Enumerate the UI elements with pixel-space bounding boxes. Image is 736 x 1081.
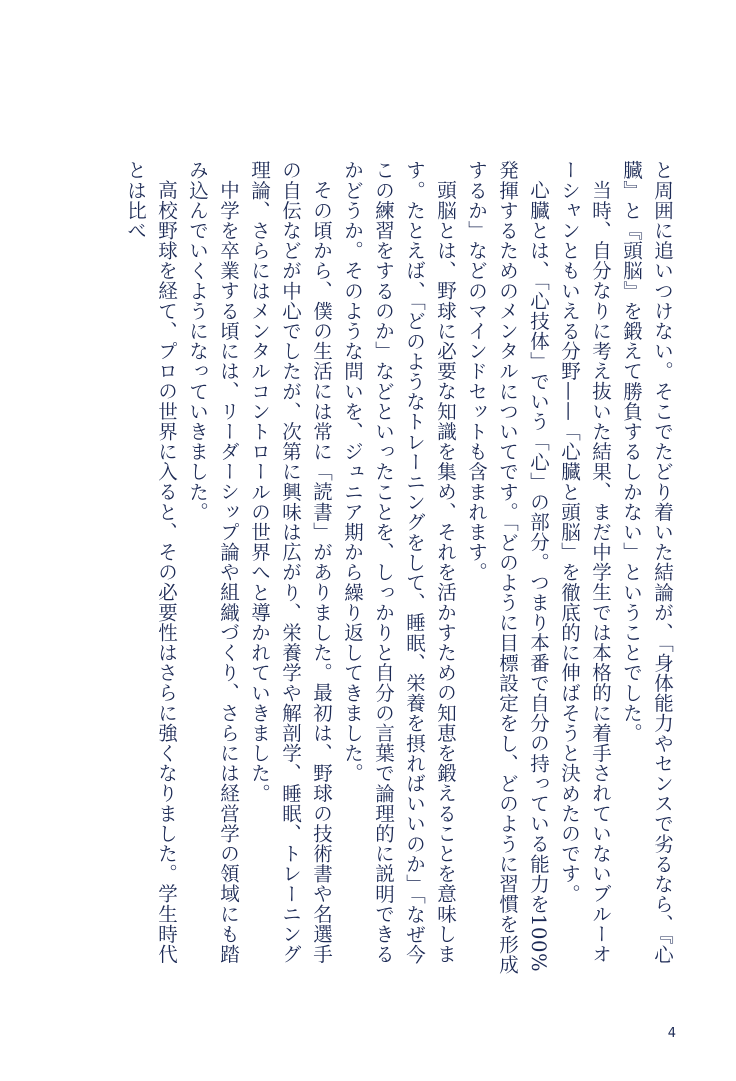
paragraph-7: 高校野球を経て、プロの世界に入ると、その必要性はさらに強くなりました。学生時代とは比べ bbox=[124, 160, 178, 964]
page-number: 4 bbox=[667, 1026, 676, 1041]
paragraph-3: 心臓とは、「心技体」でいう「心」の部分。つまり本番で自分の持っている能力を100%発揮するためのメンタルについてです。「どのように目標設定をし、どのように習慣を形成するか」などのマインドセットも含まれます。 bbox=[465, 160, 550, 975]
vertical-body-text bbox=[58, 160, 678, 980]
paragraph-5: その頃から、僕の生活には常に「読書」がありました。最初は、野球の技術書や名選手の自伝などが中心でしたが、次第に興味は広がり、栄養学や解剖学、睡眠、トレーニング理論、さらにはメンタルコントロールの世界へと導かれていきました。 bbox=[248, 160, 333, 964]
paragraph-4: 頭脳とは、野球に必要な知識を集め、それを活かすための知恵を鍛えることを意味します。たとえば、「どのようなトレーニングをして、睡眠、栄養を摂ればいいのか」「なぜ今この練習をするのか」などといったことを、しっかりと自分の言葉で論理的に説明できるかどうか。そのような問いを、ジュニア期から繰り返してきました。 bbox=[341, 160, 457, 965]
paragraph-2: 当時、自分なりに考え抜いた結果、まだ中学生では本格的に着手されていないブルーオーシャンともいえる分野——「心臓と頭脳」を徹底的に伸ばそうと決めたのです。 bbox=[558, 160, 612, 964]
paragraph-1: と周囲に追いつけない。そこでたどり着いた結論が、「身体能力やセンスで劣るなら、『心臓』と『頭脳』を鍛えて勝負するしかない」ということでした。 bbox=[620, 160, 674, 965]
paragraph-6: 中学を卒業する頃には、リーダーシップ論や組織づくり、さらには経営学の領域にも踏み込んでいくようになっていきました。 bbox=[186, 160, 240, 964]
